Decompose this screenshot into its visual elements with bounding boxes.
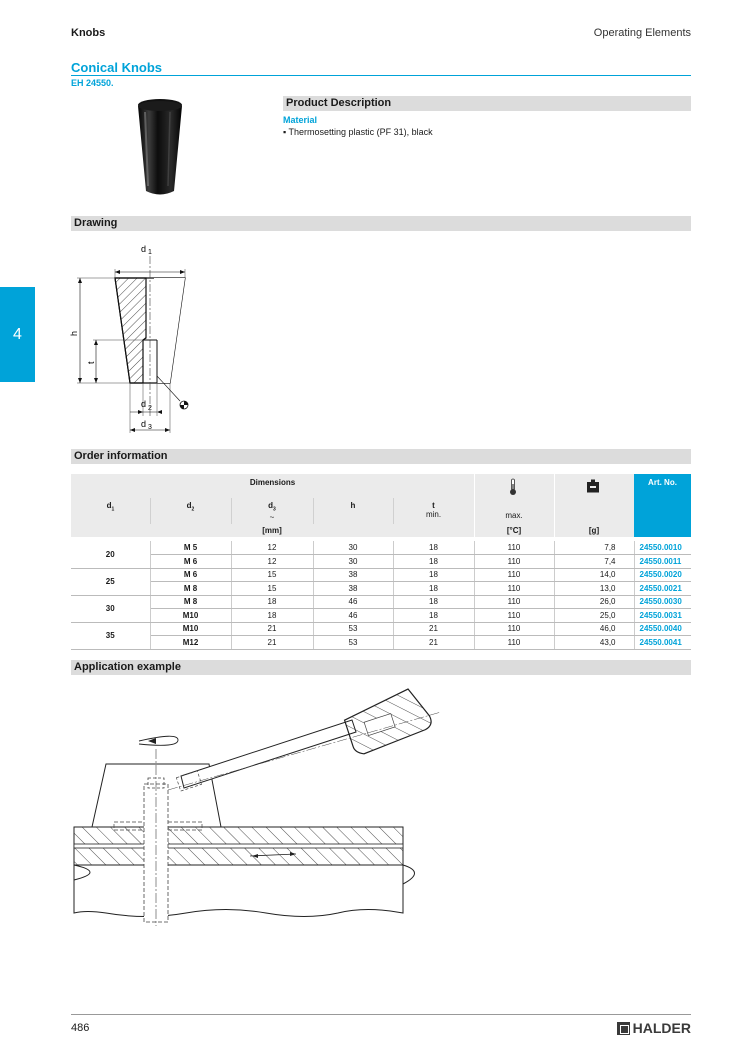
cell-h: 46 [313, 609, 393, 623]
cell-weight: 7,4 [554, 555, 634, 569]
unit-celsius: [°C] [506, 526, 522, 535]
cell-d3: 21 [231, 636, 313, 650]
application-drawing [66, 684, 446, 929]
unit-mm: [mm] [262, 526, 282, 535]
cell-d3: 18 [231, 595, 313, 609]
cell-weight: 14,0 [554, 568, 634, 582]
cell-d2: M 8 [150, 582, 231, 596]
table-row [71, 609, 691, 623]
thermometer-icon [508, 478, 518, 496]
thread-symbol-icon [180, 401, 188, 409]
cell-d2: M10 [150, 622, 231, 636]
cell-temp: 110 [474, 595, 554, 609]
cell-h: 38 [313, 582, 393, 596]
col-h-header: h [350, 501, 356, 510]
material-item: ▪ Thermosetting plastic (PF 31), black [283, 127, 433, 137]
cell-art-no[interactable]: 24550.0011 [634, 555, 691, 569]
cell-t: 18 [393, 595, 474, 609]
cell-d2: M10 [150, 609, 231, 623]
cell-h: 38 [313, 568, 393, 582]
knob-photo [130, 98, 190, 200]
cell-d3: 21 [231, 622, 313, 636]
table-row [71, 555, 691, 569]
cell-temp: 110 [474, 582, 554, 596]
cell-h: 53 [313, 622, 393, 636]
cell-art-no[interactable]: 24550.0010 [634, 541, 691, 555]
table-row [71, 568, 691, 582]
cell-weight: 7,8 [554, 541, 634, 555]
weight-icon [586, 479, 600, 493]
cell-h: 46 [313, 595, 393, 609]
drawing-label-d2: d [141, 399, 147, 409]
table-row [71, 636, 691, 650]
order-information-heading: Order information [71, 449, 691, 464]
brand-name: HALDER [632, 1020, 691, 1036]
cell-d1: 30 [71, 595, 150, 622]
cell-weight: 43,0 [554, 636, 634, 650]
chapter-tab-label: 4 [13, 325, 22, 343]
title-divider [71, 75, 691, 76]
col-d3-header: $d_3$ ~ [268, 501, 276, 522]
cell-t: 18 [393, 541, 474, 555]
material-label: Material [283, 115, 318, 125]
cell-h: 30 [313, 541, 393, 555]
art-no-header: Art. No. [634, 474, 691, 537]
cell-d2: M 6 [150, 555, 231, 569]
cell-d1: 35 [71, 622, 150, 649]
col-temp-max: max. [505, 511, 523, 520]
drawing-label-d3: d [141, 419, 147, 429]
cell-art-no[interactable]: 24550.0031 [634, 609, 691, 623]
drawing-label-d1: d [141, 244, 147, 254]
cell-temp: 110 [474, 609, 554, 623]
dimensions-label: Dimensions [249, 478, 296, 487]
cell-d2: M12 [150, 636, 231, 650]
cell-temp: 110 [474, 622, 554, 636]
cell-d3: 18 [231, 609, 313, 623]
brand-mark-icon [617, 1022, 630, 1035]
header-section: Knobs [71, 27, 106, 39]
cell-d1: 25 [71, 568, 150, 595]
order-table [71, 541, 691, 650]
cell-t: 18 [393, 568, 474, 582]
cell-t: 21 [393, 636, 474, 650]
page-number: 486 [71, 1022, 90, 1034]
cell-art-no[interactable]: 24550.0040 [634, 622, 691, 636]
cell-temp: 110 [474, 568, 554, 582]
col-t-header: t min. [425, 501, 442, 519]
product-code: EH 24550. [71, 78, 114, 88]
drawing-label-t: t [86, 361, 96, 364]
footer-divider [71, 1014, 691, 1015]
drawing-label-h: h [69, 330, 79, 336]
cell-d2: M 6 [150, 568, 231, 582]
header-category: Operating Elements [593, 27, 691, 39]
material-text: Thermosetting plastic (PF 31), black [288, 127, 433, 137]
cell-d3: 12 [231, 555, 313, 569]
unit-gram: [g] [588, 526, 600, 535]
cell-d3: 15 [231, 568, 313, 582]
table-row [71, 582, 691, 596]
cell-temp: 110 [474, 541, 554, 555]
cell-weight: 46,0 [554, 622, 634, 636]
cell-weight: 25,0 [554, 609, 634, 623]
technical-drawing [60, 236, 210, 436]
cell-temp: 110 [474, 555, 554, 569]
cell-temp: 110 [474, 636, 554, 650]
cell-t: 18 [393, 555, 474, 569]
brand-logo [617, 1020, 691, 1036]
application-example-heading: Application example [71, 660, 691, 675]
cell-d3: 15 [231, 582, 313, 596]
cell-art-no[interactable]: 24550.0021 [634, 582, 691, 596]
cell-d3: 12 [231, 541, 313, 555]
cell-weight: 26,0 [554, 595, 634, 609]
table-row [71, 595, 691, 609]
col-d2-header: $d_2$ [186, 501, 195, 513]
cell-t: 21 [393, 622, 474, 636]
cell-d2: M 8 [150, 595, 231, 609]
cell-weight: 13,0 [554, 582, 634, 596]
drawing-label-d2-sub: 2 [148, 405, 152, 412]
cell-t: 18 [393, 582, 474, 596]
order-table-header [71, 474, 691, 537]
drawing-label-d3-sub: 3 [148, 424, 152, 431]
cell-art-no[interactable]: 24550.0020 [634, 568, 691, 582]
cell-art-no[interactable]: 24550.0030 [634, 595, 691, 609]
cell-art-no[interactable]: 24550.0041 [634, 636, 691, 650]
drawing-heading: Drawing [71, 216, 691, 231]
cell-d1: 20 [71, 541, 150, 568]
table-row [71, 622, 691, 636]
cell-h: 53 [313, 636, 393, 650]
cell-d2: M 5 [150, 541, 231, 555]
col-d1-header: $d_1$ [106, 501, 115, 513]
cell-h: 30 [313, 555, 393, 569]
product-description-heading: Product Description [283, 96, 691, 111]
drawing-label-d1-sub: 1 [148, 249, 152, 256]
table-row [71, 541, 691, 555]
chapter-tab[interactable] [0, 287, 35, 382]
cell-t: 18 [393, 609, 474, 623]
product-title: Conical Knobs [71, 60, 163, 75]
